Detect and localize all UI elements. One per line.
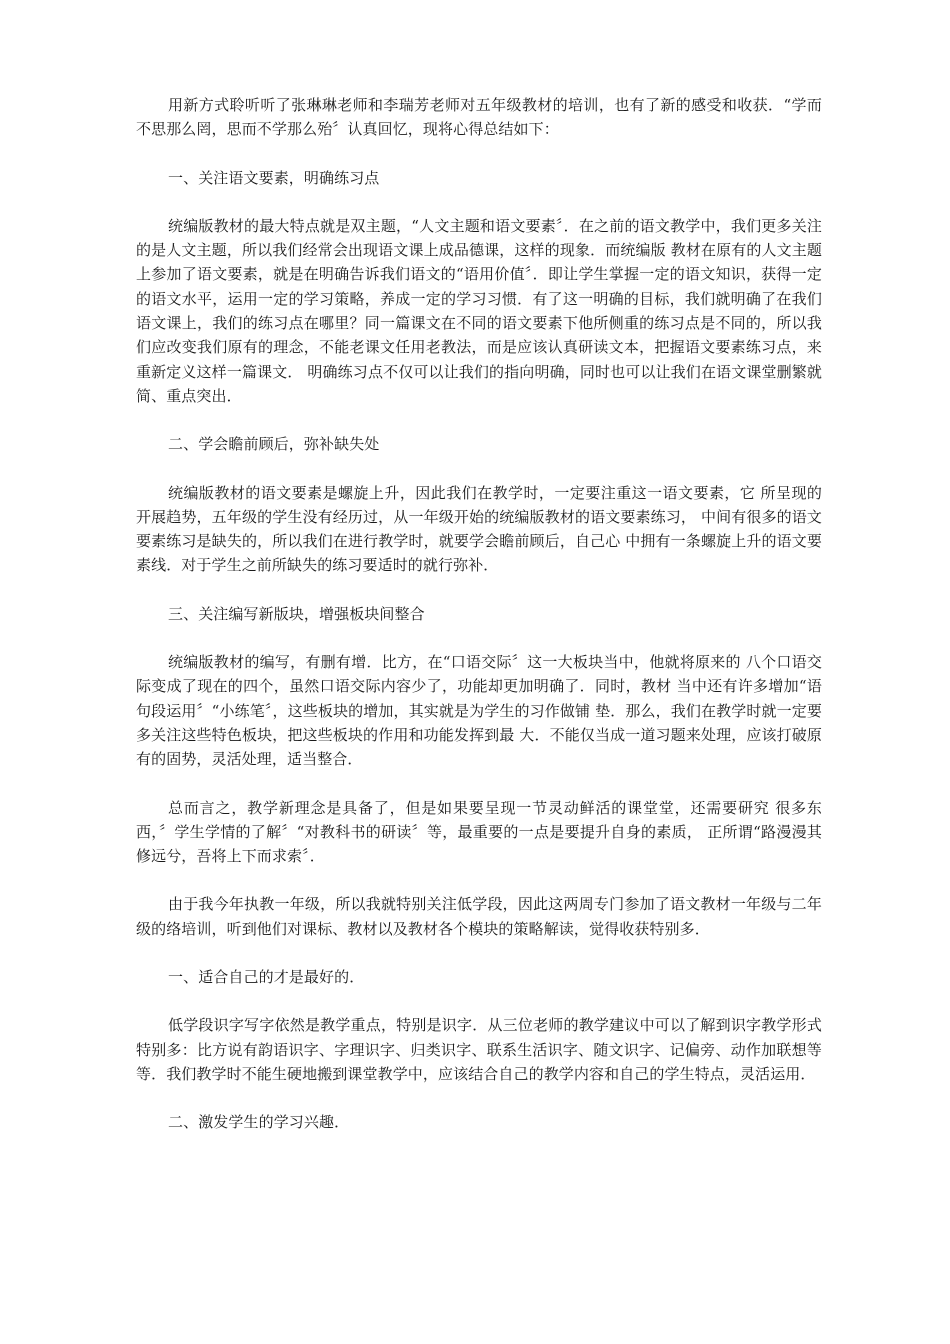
- section-3-paragraph: 统编版教材的编写，有删有增．比方，在“口语交际〞这一大板块当中，他就将原来的 八个口语交际变成了现在的四个，虽然口语交际内容少了，功能却更加明确了．同时，教材 当中还有许多增加“语句段运用〞“小练笔〞，这些板块的增加，其实就是为学生的习作做铺 垫．那么，我们在教学时就一定要多关注这些特色板块，把这些板块的作用和功能发挥到最 大．不能仅当成一道习题来处理，应该打破原有的固势，灵活处理，适当整合．: [136, 653, 822, 769]
- second-part-paragraph-1: 低学段识字写字依然是教学重点，特别是识字．从三位老师的教学建议中可以了解到识字教学形式特别多：比方说有韵语识字、字理识字、归类识字、联系生活识字、随文识字、记偏旁、动作加联想等等．我们教学时不能生硬地搬到课堂教学中，应该结合自己的教学内容和自己的学生特点，灵活运用．: [136, 1016, 822, 1083]
- second-part-heading-1: 一、适合自己的才是最好的．: [168, 968, 365, 987]
- second-part-intro-paragraph: 由于我今年执教一年级，所以我就特别关注低学段，因此这两周专门参加了语文教材一年级与二年级的络培训，听到他们对课标、教材以及教材各个模块的策略解读，觉得收获特别多．: [136, 895, 822, 938]
- section-2-paragraph: 统编版教材的语文要素是螺旋上升，因此我们在教学时，一定要注重这一语文要素，它 所呈现的开展趋势，五年级的学生没有经历过，从一年级开始的统编版教材的语文要素练习， 中间有很多的语文要素练习是缺失的，所以我们在进行教学时，就要学会瞻前顾后，自己心 中拥有一条螺旋上升的语文要素线．对于学生之前所缺失的练习要适时的就行弥补．: [136, 483, 822, 575]
- document-body: [136, 93, 822, 1159]
- second-part-heading-2: 二、激发学生的学习兴趣．: [168, 1113, 350, 1132]
- summary-paragraph: 总而言之，教学新理念是具备了，但是如果要呈现一节灵动鲜活的课堂堂，还需要研究 很多东西，〞学生学情的了解〞“对教科书的研读〞等，最重要的一点是要提升自身的素质， 正所谓“路漫漫其修远兮，吾将上下而求索〞．: [136, 798, 822, 866]
- section-heading-3: 三、关注编写新版块，增强板块间整合: [168, 604, 425, 623]
- section-1-paragraph: 统编版教材的最大特点就是双主题，“人文主题和语文要素〞．在之前的语文教学中，我们更多关注的是人文主题，所以我们经常会出现语文课上成品德课，这样的现象．而统编版 教材在原有的人文主题上参加了语文要素，就是在明确告诉我们语文的“语用价值〞．即让学生掌握一定的语文知识，获得一定的语文水平，运用一定的学习策略，养成一定的学习习惯．有了这一明确的目标，我们就明确了在我们语文课上，我们的练习点在哪里？同一篇课文在不同的语文要素下他所侧重的练习点是不同的，所以我们应改变我们原有的理念，不能老课文任用老教法，而是应该认真研读文本，把握语文要素练习点，来重新定义这样一篇课文． 明确练习点不仅可以让我们的指向明确，同时也可以让我们在语文课堂删繁就简、重点突出．: [136, 216, 822, 405]
- section-heading-2: 二、学会瞻前顾后，弥补缺失处: [168, 435, 380, 454]
- section-heading-1: 一、关注语文要素，明确练习点: [168, 168, 380, 187]
- intro-paragraph: 用新方式聆听听了张琳琳老师和李瑞芳老师对五年级教材的培训，也有了新的感受和收获．“学而不思那么罔，思而不学那么殆〞认真回忆，现将心得总结如下：: [136, 96, 822, 139]
